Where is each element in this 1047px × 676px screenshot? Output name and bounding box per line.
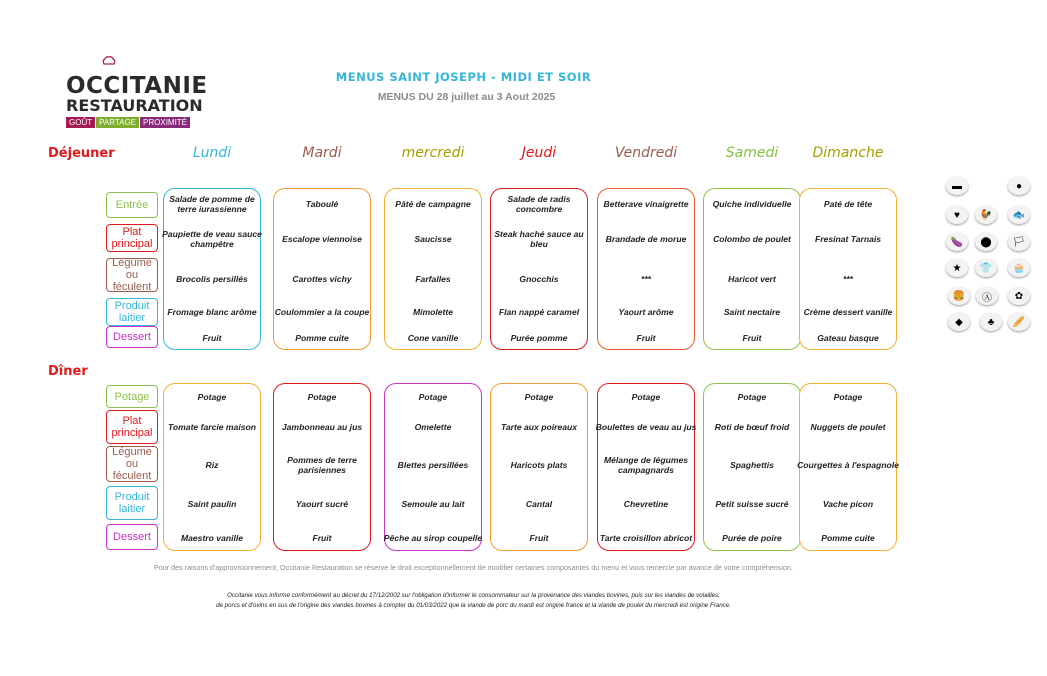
brand-tag: PARTAGE [96,117,139,128]
page-subtitle: MENUS DU 28 juillet au 3 Aout 2025 [377,91,556,103]
shirt-icon: 👕 [975,259,997,277]
organic-badge-icon: ● [1008,177,1030,195]
lunch-menu-item: Brandade de morue [605,233,687,244]
dinner-category: Dessert [106,524,158,550]
dinner-menu-item: Roti de bœuf froid [714,421,790,432]
day-header-jeudi: Jeudi [521,145,557,161]
lunch-menu-item: Carottes vichy [292,273,352,284]
dinner-menu-item: Semoule au lait [401,498,465,509]
day-header-dimanche: Dimanche [812,145,884,161]
dinner-category: Plat principal [106,410,158,444]
brand-tag: PROXIMITÉ [140,117,190,128]
dinner-label: Dîner [48,364,88,379]
legal-notice: Occitanie vous informe conformément au décret du 17/12/2002 sur l'obligation d'informer le consommateur sur la provenance des viandes bovines, puis sur les viandes de volailles, de porcs et d'ovins en sus de l'origine des viandes bovines à compter du 01/03/2022 que la viande de porc du mardi est origine france et la viande de poulet du mercredi est origine France. [216,592,731,609]
lunch-menu-item: Paupiette de veau sauce champêtre [162,228,262,249]
day-header-lundi: Lundi [192,145,232,161]
france-flag-icon: ★ [946,259,968,277]
vegetable-icon: 🍆 [946,233,968,251]
lunch-category: Plat principal [106,224,158,252]
lunch-category: Entrée [106,192,158,218]
dinner-menu-item: Tarte croisillon abricot [599,532,693,543]
dinner-menu-item: Potage [833,391,863,402]
lunch-menu-item: Fruit [202,332,222,343]
lunch-menu-item: Mimolette [412,306,454,317]
day-header-samedi: Samedi [725,145,779,161]
french-flag-icon: 🏳 [1008,233,1030,251]
dinner-menu-item: Haricots plats [510,459,568,470]
dinner-menu-item: Pomme cuite [821,532,875,543]
brand-name-line1: OCCITANIE [66,73,208,99]
chef-hat-icon [102,56,116,66]
dinner-menu-item: Potage [524,391,554,402]
lunch-menu-item: Haricot vert [728,273,776,284]
lunch-menu-item: Saucisse [414,233,452,244]
lunch-menu-item: Gnocchis [519,273,559,284]
lunch-menu-item: Salade de radis concombre [507,193,571,214]
dinner-menu-item: Pommes de terre parisiennes [287,454,357,475]
lunch-menu-item: Coulommier a la coupe [274,306,370,317]
label-badge-icon: ▬ [946,177,968,195]
dinner-menu-item: Boulettes de veau au jus [595,421,697,432]
dinner-category: Légume ou féculent [106,446,158,482]
dinner-category: Potage [106,385,158,408]
aoc-icon: Ⓐ [976,287,998,305]
lunch-menu-item: Colombo de poulet [713,233,791,244]
dinner-category: Produit laitier [106,486,158,520]
lunch-label: Déjeuner [48,146,115,161]
lunch-category: Légume ou féculent [106,258,158,292]
lunch-menu-item: Farfalles [415,273,451,284]
brand-tags [66,117,216,128]
lunch-menu-item: Saint nectaire [723,306,781,317]
seal-icon: ✿ [1008,287,1030,305]
cake-icon: 🧁 [1008,259,1030,277]
lunch-menu-item: *** [842,273,854,284]
lunch-menu-item: Escalope viennoise [282,233,362,244]
dinner-menu-item: Yaourt sucré [295,498,349,509]
dinner-menu-item: Spaghettis [730,459,774,470]
dinner-menu-item: Omelette [414,421,452,432]
dinner-menu-item: Potage [737,391,767,402]
lunch-menu-item: Taboulé [305,198,339,209]
lunch-menu-item: Pomme cuite [295,332,349,343]
brand-tag: GOÛT [66,117,95,128]
rooster-icon: 🐓 [975,206,997,224]
dinner-menu-item: Potage [631,391,661,402]
lunch-menu-item: Purée pomme [510,332,568,343]
day-header-mardi: Mardi [302,145,342,161]
burger-icon: 🍔 [948,287,970,305]
dinner-menu-item: Fruit [312,532,332,543]
meat-icon: ♥ [946,206,968,224]
dinner-menu-item: Tarte aux poireaux [500,421,578,432]
dinner-menu-item: Petit suisse sucré [715,498,789,509]
fishing-icon: 🐟 [1008,206,1030,224]
lunch-menu-item: Quiche individuelle [712,198,792,209]
location-pin-icon: ⬤ [975,233,997,251]
lunch-menu-item: Yaourt arôme [618,306,674,317]
day-header-vendredi: Vendredi [614,145,678,161]
dinner-menu-item: Potage [197,391,227,402]
dinner-menu-item: Jambonneau au jus [281,421,363,432]
dinner-menu-item: Potage [307,391,337,402]
eco-label-icon: ♣ [980,313,1002,331]
dinner-menu-item: Riz [205,459,219,470]
dinner-menu-item: Maestro vanille [180,532,244,543]
lunch-menu-item: *** [640,273,652,284]
bread-icon: 🥖 [1008,313,1030,331]
lunch-menu-item: Salade de pomme de terre iurassienne [169,193,255,214]
dinner-menu-item: Pêche au sirop coupelle [383,532,483,543]
dinner-menu-item: Fruit [529,532,549,543]
lunch-menu-item: Flan nappé caramel [498,306,580,317]
lunch-menu-item: Fresinat Tarnais [814,233,882,244]
dinner-menu-item: Tomate farcie maison [167,421,257,432]
dinner-menu-item: Purée de poire [722,532,782,543]
dinner-menu-item: Courgettes à l'espagnole [797,459,899,470]
lunch-menu-item: Gateau basque [817,332,879,343]
lunch-category: Dessert [106,326,158,348]
lunch-menu-item: Fromage blanc arôme [167,306,257,317]
lunch-menu-item: Steak haché sauce au bleu [494,228,584,249]
red-label-icon: ◆ [948,313,970,331]
dinner-menu-item: Saint paulin [187,498,237,509]
lunch-menu-item: Fruit [636,332,656,343]
lunch-category: Produit laitier [106,298,158,326]
disclaimer: Pour des raisons d'approvisionnement, Occitanie Restauration se réserve le droit exceptionnellement de modifier certaines composantes du menu et vous remercie par avance de votre compréhension. [153,563,793,572]
lunch-menu-item: Cone vanille [407,332,459,343]
lunch-menu-item: Fruit [742,332,762,343]
brand-name-line2: RESTAURATION [66,96,203,115]
dinner-menu-item: Chevretine [623,498,669,509]
day-header-mercredi: mercredi [401,145,465,161]
lunch-menu-item: Crème dessert vanille [803,306,893,317]
lunch-menu-item: Pâté de campagne [395,198,471,209]
lunch-menu-item: Paté de tête [823,198,873,209]
lunch-menu-item: Betterave vinaigrette [603,198,689,209]
dinner-menu-item: Blettes persillées [397,459,469,470]
dinner-menu-item: Cantal [525,498,553,509]
dinner-menu-item: Mélange de légumes campagnards [603,454,689,475]
dinner-menu-item: Potage [418,391,448,402]
page-title: MENUS SAINT JOSEPH - MIDI ET SOIR [335,70,592,84]
lunch-menu-item: Brocolis persillés [176,273,248,284]
dinner-menu-item: Vache picon [822,498,874,509]
dinner-menu-item: Nuggets de poulet [810,421,886,432]
